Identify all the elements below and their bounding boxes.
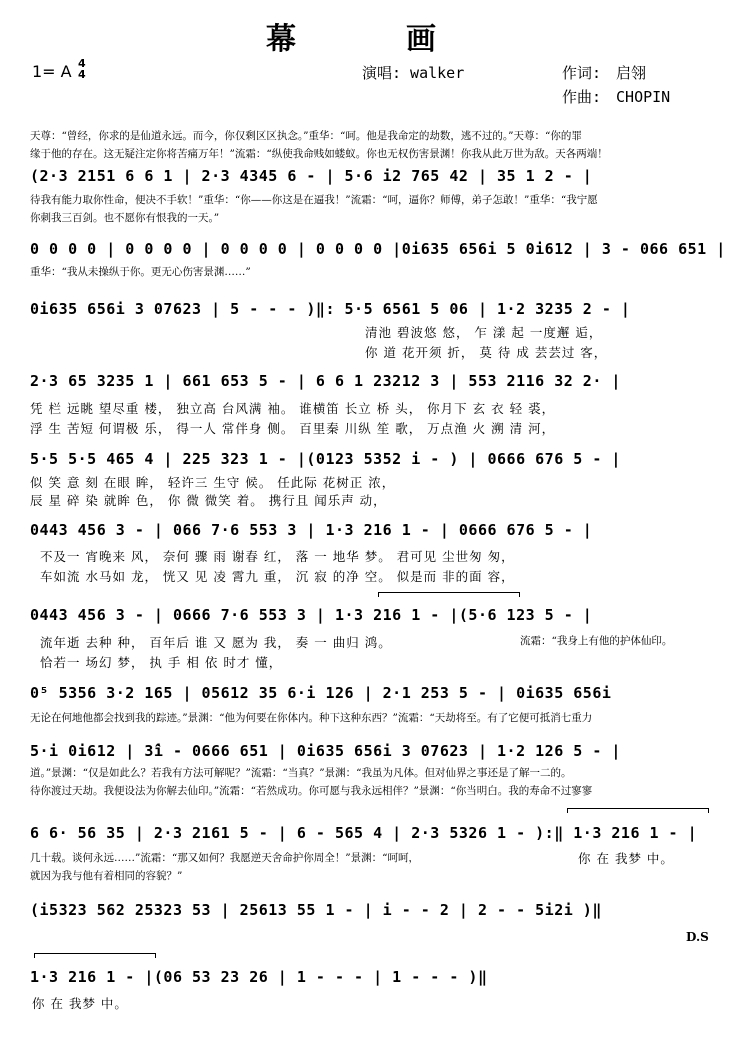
notation-system: 0 0 0 0 | 0 0 0 0 | 0 0 0 0 | 0 0 0 0 |0i635 656i 5 0i612 | 3 - 066 651 | <box>30 240 726 258</box>
lyric-line: 恰若一 场幻 梦， 执 手 相 依 时才 懂， <box>40 655 283 670</box>
time-signature-bottom: 4 <box>78 68 86 81</box>
second-ending-bracket <box>567 808 709 813</box>
song-title: 幕 画 <box>266 22 476 57</box>
notation-system: 2·3 65 3235 1 | 661 653 5 - | 6 6 1 23212 3 | 553 2116 32 2· | <box>30 372 621 390</box>
notation-system: (2·3 2151 6 6 1 | 2·3 4345 6 - | 5·6 i2 765 42 | 35 1 2 - | <box>30 167 593 185</box>
lyric-line: 车如流 水马如 龙， 恍又 见 凌 霄九 重， 沉 寂 的净 空。 似是而 非的面 容， <box>40 569 515 584</box>
narration-line: 你刺我三百剑。也不愿你有恨我的一天。” <box>30 212 220 224</box>
time-signature <box>78 58 86 80</box>
notation-system: 0443 456 3 - | 066 7·6 553 3 | 1·3 216 1 - | 0666 676 5 - | <box>30 521 593 539</box>
lyric-line: 浮 生 苦短 何谓极 乐， 得一人 常伴身 侧。 百里秦 川纵 笙 歌， 万点渔 火 溯 清 河， <box>30 421 556 436</box>
lyric-line: 你 在 我梦 中。 <box>578 851 674 866</box>
narration-line: 就因为我与他有着相同的容貌？” <box>30 870 183 882</box>
notation-system: 0443 456 3 - | 0666 7·6 553 3 | 1·3 216 1 - |(5·6 123 5 - | <box>30 606 593 624</box>
lyric-line: 你 在 我梦 中。 <box>32 996 128 1011</box>
composer-credit: 作曲: CHOPIN <box>562 88 671 106</box>
lyric-line: 你 道 花开须 折， 莫 待 成 芸芸过 客， <box>365 345 608 360</box>
notation-system: 6 6· 56 35 | 2·3 2161 5 - | 6 - 565 4 | 2·3 5326 1 - ):‖ 1·3 216 1 - | <box>30 824 698 842</box>
singer-credit: 演唱: walker <box>362 64 465 82</box>
narration-line: 天尊：“曾经，你求的是仙道永远。而今，你仅剩区区执念。”重华：“呵。他是我命定的劫数，逃不过的。”天尊：“你的罪 <box>30 130 582 142</box>
narration-line: 待你渡过天劫。我便设法为你解去仙印。”流霜：“若然成功。你可愿与我永远相伴？”景渊：“你当明白。我的寿命不过寥寥 <box>30 785 593 797</box>
first-ending-bracket <box>378 592 520 597</box>
notation-system: 5·5 5·5 465 4 | 225 323 1 - |(0123 5352 i - ) | 0666 676 5 - | <box>30 450 621 468</box>
ending-bracket <box>34 953 156 958</box>
narration-line: 重华：“我从未操纵于你。更无心伤害景渊……” <box>30 266 251 278</box>
lyricist-credit: 作词: 启翎 <box>562 64 647 82</box>
narration-line: 待我有能力取你性命，便决不手软！”重华：“你——你这是在逼我！”流霜：“呵，逼你？师傅，弟子怎敢！”重华：“我宁愿 <box>30 194 598 206</box>
time-signature-top: 4 <box>78 57 86 70</box>
key-signature: 1= A <box>32 62 72 81</box>
narration-line: 缘于他的存在。这无疑注定你将苦痛万年！”流霜：“纵使我命贱如蝼蚁。你也无权伤害景渊！你我从此万世为敌。天各两端！ <box>30 148 608 160</box>
notation-system: 0i635 656i 3 07623 | 5 - - - )‖: 5·5 6561 5 06 | 1·2 3235 2 - | <box>30 300 631 318</box>
narration-line: 几十载。谈何永远……”流霜：“那又如何？我愿逆天舍命护你周全！”景渊：“呵呵， <box>30 852 419 864</box>
lyric-line: 不及一 宵晚来 风， 奈何 骤 雨 谢春 红， 落 一 地华 梦。 君可见 尘世匆 匆， <box>40 549 515 564</box>
ds-marking: D.S <box>686 930 709 944</box>
lyric-line: 凭 栏 远眺 望尽重 楼， 独立高 台风满 袖。 谁横笛 长立 桥 头， 你月下 玄 衣 轻 裘， <box>30 401 556 416</box>
notation-system: 5·i 0i612 | 3̂i - 0666 651 | 0i635 656i 3 07623 | 1·2 126 5 - | <box>30 742 621 760</box>
notation-system: 0⁵ 5356 3·2 165 | 05612 35 6·i 126 | 2·1 253 5 - | 0i635 656i <box>30 684 612 702</box>
lyric-line: 似 笑 意 刻 在眼 眸， 轻许三 生守 候。 任此际 花树正 浓， <box>30 475 396 490</box>
lyric-line: 辰 星 碎 染 就眸 色， 你 微 微笑 着。 携行且 闻乐声 动， <box>30 493 387 508</box>
lyric-line: 流年逝 去种 种， 百年后 谁 又 愿为 我， 奏 一 曲归 鸿。 <box>40 635 392 650</box>
notation-system: (i5323 562 25323 53 | 25613 55 1 - | i - - 2 | 2 - - 5i2i )‖ <box>30 901 602 919</box>
narration-line: 流霜：“我身上有他的护体仙印。 <box>520 635 673 647</box>
notation-system: 1·3 216 1 - |(06 53 23 26 | 1 - - - | 1 - - - )‖ <box>30 968 488 986</box>
narration-line: 道。”景渊：“仅是如此么？若我有方法可解呢？”流霜：“当真？”景渊：“我虽为凡体。但对仙界之事还是了解一二的。 <box>30 767 572 779</box>
narration-line: 无论在何地他都会找到我的踪迹。”景渊：“他为何要在你体内。种下这种东西？”流霜：“天劫将至。有了它便可抵消七重力 <box>30 712 593 724</box>
lyric-line: 清池 碧波悠 悠， 乍 漾 起 一度邂 逅， <box>365 325 603 340</box>
